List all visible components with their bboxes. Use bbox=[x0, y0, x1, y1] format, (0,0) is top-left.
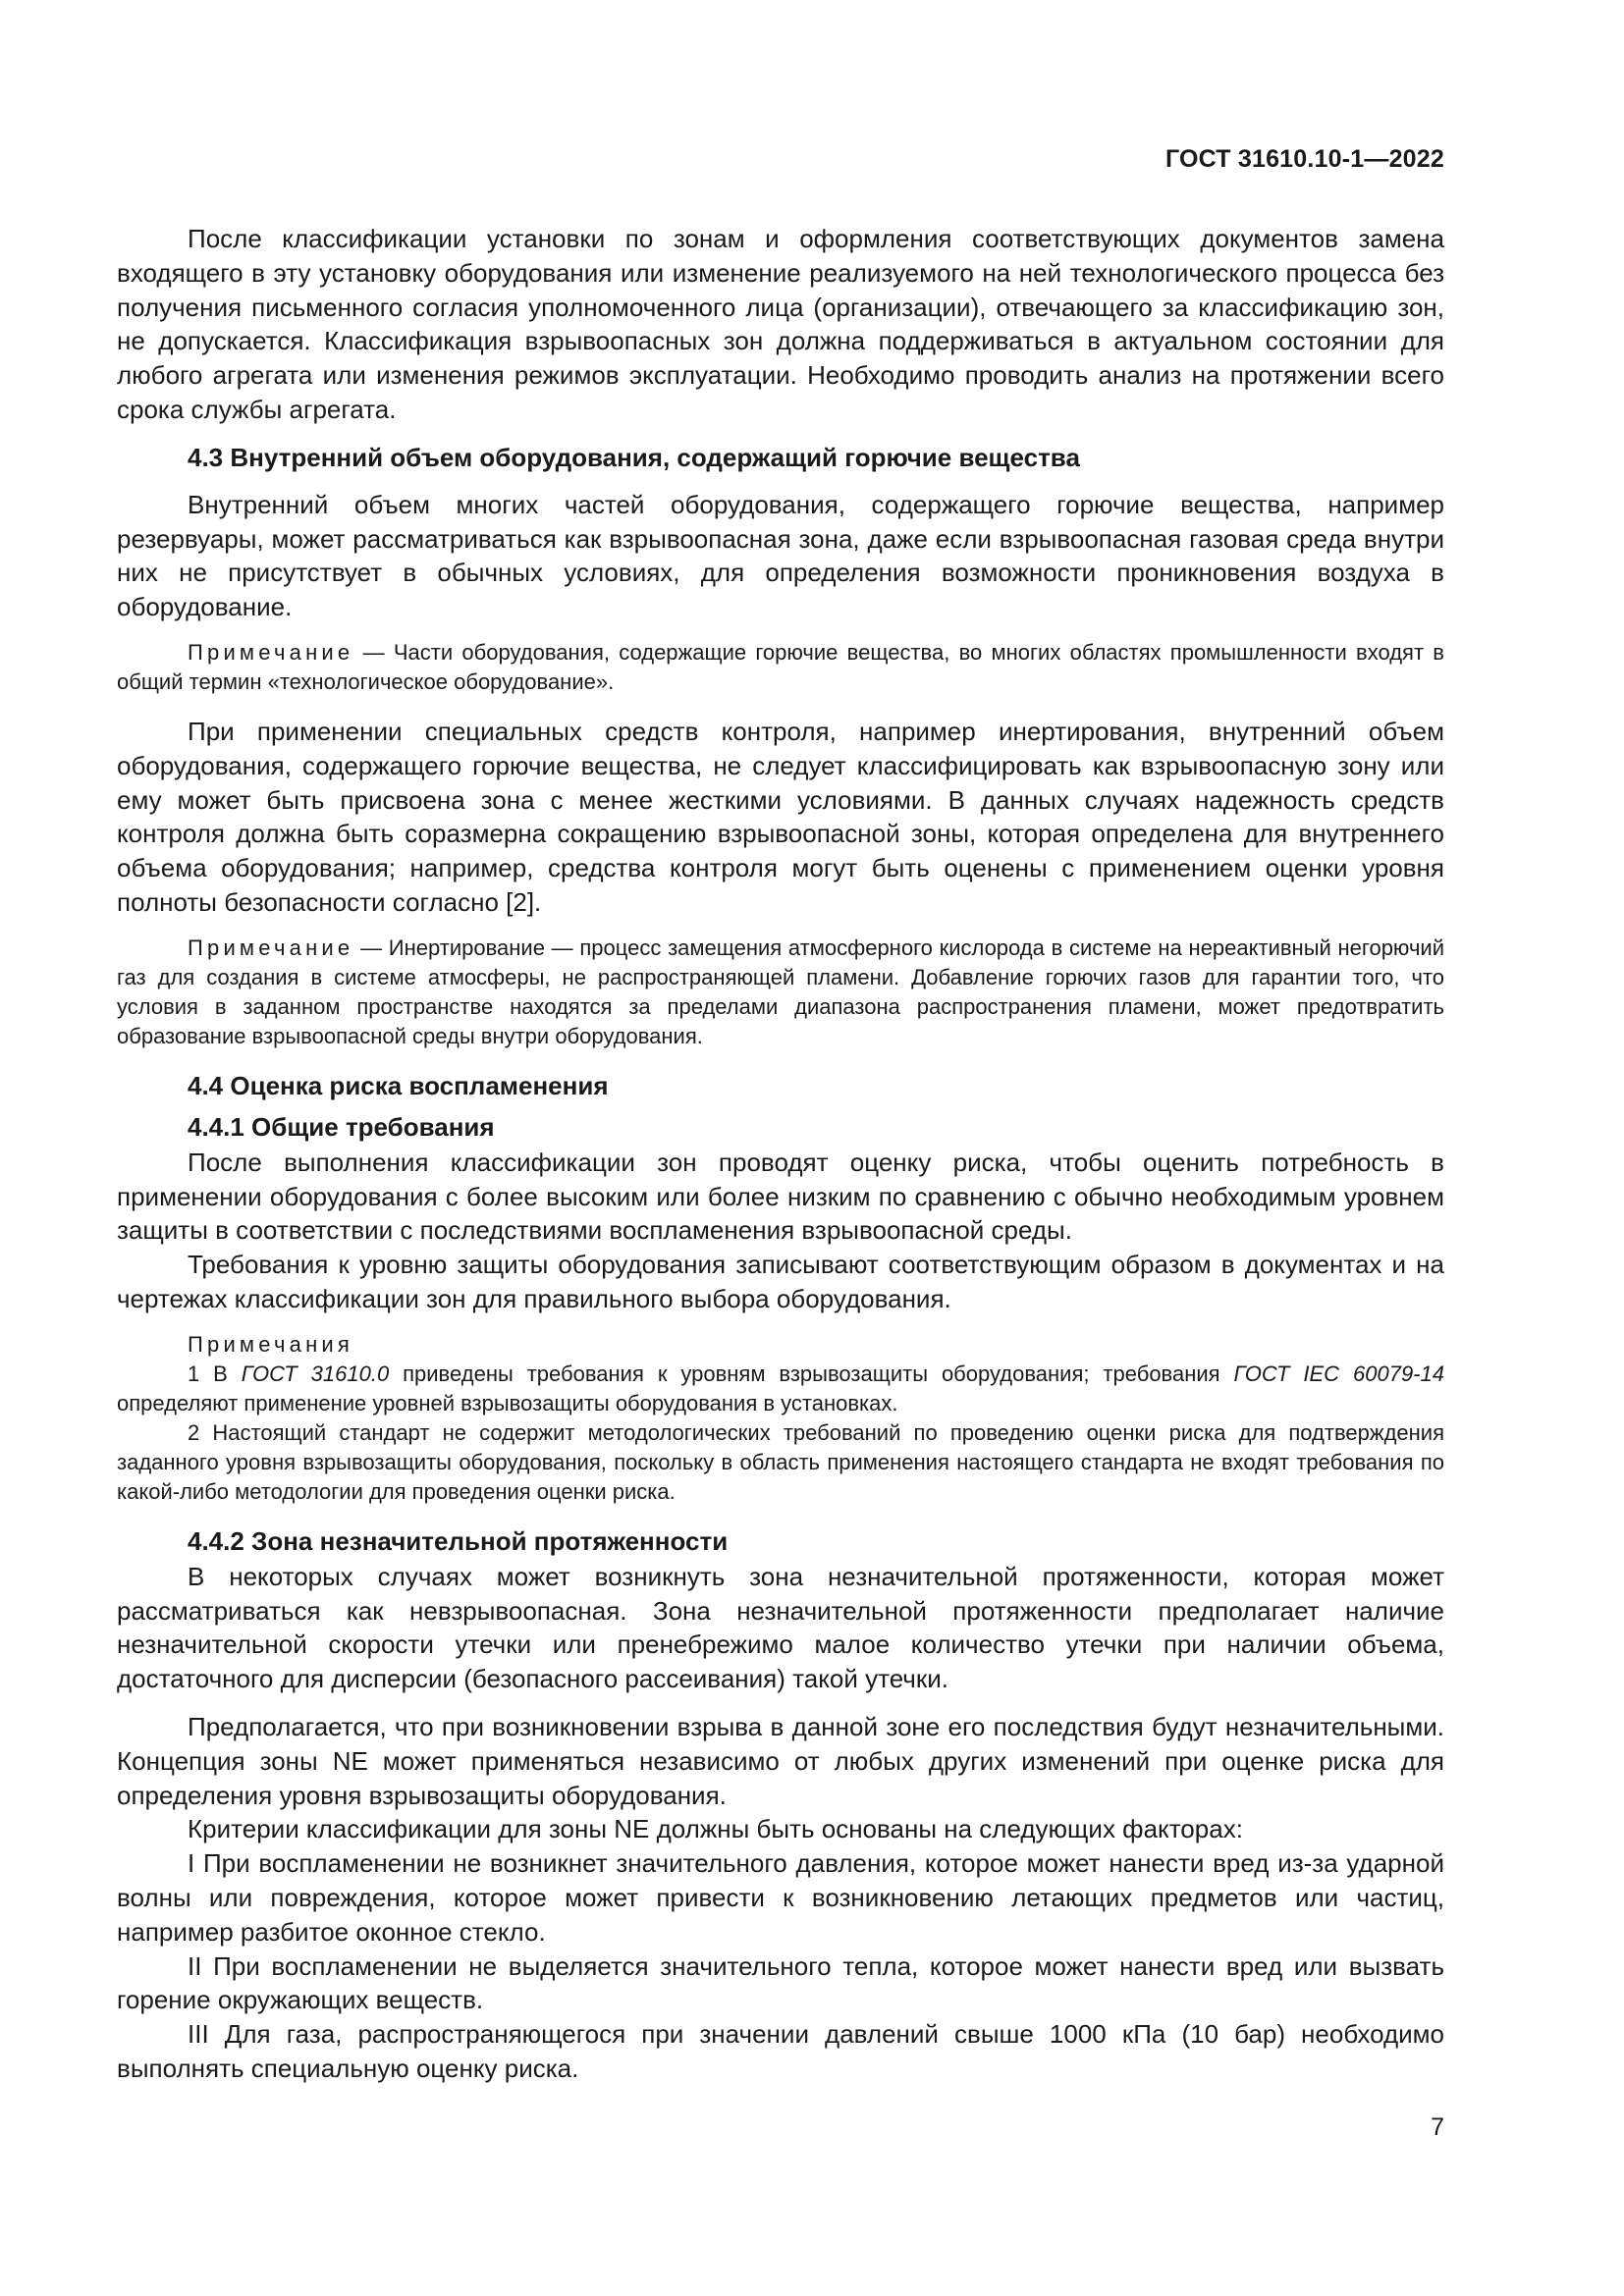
criterion-i-pressure: I При воспламенении не возникнет значительного давления, которое может нанести вред из-за ударной волны или повреждения, которое может привести к возникновению летающих предметов или частиц, например разбитое оконное стекло. bbox=[117, 1848, 1444, 1947]
subsection-heading-4-4-1: 4.4.1 Общие требования bbox=[188, 1111, 495, 1142]
criterion-ii-heat: II При воспламенении не выделяется значительного тепла, которое может нанести вред или вызвать горение окружающих веществ. bbox=[117, 1950, 1444, 2015]
paragraph-ne-criteria: Критерии классификации для зоны NE должны быть основаны на следующих факторах: bbox=[188, 1814, 1243, 1844]
note-text: Инертирование — процесс замещения атмосферного кислорода в системе на нереактивный негорючий газ для создания в системе атмосферы, не распространяющей пламени. Добавление горючих газов для гарантии того, что условия в заданном пространстве находятся за пределами диапазона распространения пламени, может предотвратить образование взрывоопасной среды внутри оборудования. bbox=[117, 934, 1444, 1048]
paragraph-protection-level-records: Требования к уровню защиты оборудования записывают соответствующим образом в документах и на чертежах классификации зон для правильного выбора оборудования. bbox=[117, 1250, 1444, 1313]
note-number: 1 В bbox=[188, 1361, 242, 1386]
note-dash: — bbox=[353, 639, 394, 665]
section-heading-4-3: 4.3 Внутренний объем оборудования, содержащий горючие вещества bbox=[188, 442, 1080, 472]
document-code-header: ГОСТ 31610.10-1—2022 bbox=[1164, 145, 1444, 173]
criterion-iii-gas-pressure: III Для газа, распространяющегося при значении давлений свыше 1000 кПа (10 бар) необходимо выполнять специальную оценку риска. bbox=[117, 2019, 1444, 2083]
standard-reference-gost-iec-60079-14: ГОСТ IEC 60079-14 bbox=[1233, 1361, 1444, 1386]
paragraph-risk-assessment: После выполнения классификации зон проводят оценку риска, чтобы оценить потребность в применении оборудования с более высоким или более низким по сравнению с обычно необходимым уровнем защиты в соответствии с последствиями воспламенения взрывоопасной среды. bbox=[117, 1147, 1444, 1246]
note-process-equipment bbox=[117, 638, 1444, 697]
page-body bbox=[117, 222, 1444, 2086]
paragraph-special-control-means: При применении специальных средств контроля, например инертирования, внутренний объем оборудования, содержащего горючие вещества, не следует классифицировать как взрывоопасную зону или ему может быть присвоена зона с менее жесткими условиями. В данных случаях надежность средств контроля должна быть соразмерна сокращению взрывоопасной зоны, которая определена для внутреннего объема оборудования; например, средства контроля могут быть оценены с применением оценки уровня полноты безопасности согласно [2]. bbox=[117, 716, 1444, 917]
note-text: Части оборудования, содержащие горючие вещества, во многих областях промышленности входят в общий термин «технологическое оборудование». bbox=[117, 639, 1444, 694]
paragraph-zone-classification-control: После классификации установки по зонам и оформления соответствующих документов замена входящего в эту установку оборудования или изменение реализуемого на ней технологического процесса без получения письменного согласия уполномоченного лица (организации), отвечающего за классификацию зон, не допускается. Классификация взрывоопасных зон должна поддерживаться в актуальном состоянии для любого агрегата или изменения режимов эксплуатации. Необходимо проводить анализ на протяжении всего срока службы агрегата. bbox=[117, 224, 1444, 424]
subsection-heading-4-4-2: 4.4.2 Зона незначительной протяженности bbox=[188, 1525, 729, 1556]
note-text: приведены требования к уровням взрывозащиты оборудования; требования bbox=[389, 1361, 1234, 1386]
page-number: 7 bbox=[1431, 2113, 1444, 2141]
paragraph-internal-volume: Внутренний объем многих частей оборудования, содержащего горючие вещества, например резервуары, может рассматриваться как взрывоопасная зона, даже если взрывоопасная газовая среда внутри них не присутствует в обычных условиях, для определения возможности проникновения воздуха в оборудование. bbox=[117, 489, 1444, 622]
note-2-methodology: 2 Настоящий стандарт не содержит методологических требований по проведению оценки риска для подтверждения заданного уровня взрывозащиты оборудования, поскольку в область применения настоящего стандарта не входят требования по какой-либо методологии для проведения оценки риска. bbox=[117, 1419, 1444, 1504]
note-inerting bbox=[117, 934, 1444, 1051]
notes-label: Примечания bbox=[188, 1331, 354, 1357]
note-label: Примечание bbox=[188, 934, 354, 960]
note-1-standards-references bbox=[117, 1360, 1444, 1418]
standard-reference-gost-31610-0: ГОСТ 31610.0 bbox=[241, 1361, 390, 1386]
paragraph-negligible-extent-zone: В некоторых случаях может возникнуть зона незначительной протяженности, которая может рассматриваться как невзрывоопасная. Зона незначительной протяженности предполагает наличие незначительной скорости утечки или пренебрежимо малое количество утечки при наличии объема, достаточного для дисперсии (безопасного рассеивания) такой утечки. bbox=[117, 1561, 1444, 1694]
paragraph-consequences: Предполагается, что при возникновении взрыва в данной зоне его последствия будут незначительными. Концепция зоны NE может применяться независимо от любых других изменений при оценке риска для определения уровня взрывозащиты оборудования. bbox=[117, 1711, 1444, 1810]
note-text-end: определяют применение уровней взрывозащиты оборудования в установках. bbox=[117, 1390, 898, 1415]
note-dash: — bbox=[353, 934, 389, 960]
note-label: Примечание bbox=[188, 639, 354, 665]
section-heading-4-4: 4.4 Оценка риска воспламенения bbox=[188, 1070, 609, 1100]
